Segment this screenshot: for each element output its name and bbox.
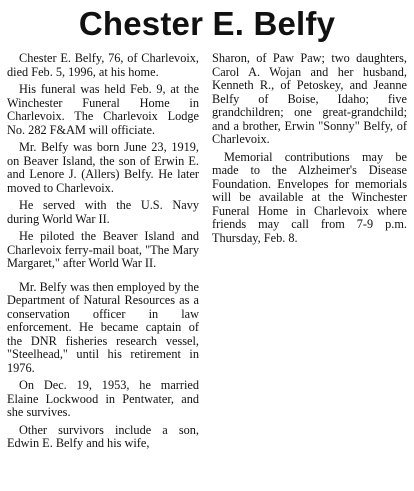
paragraph-survivors-start: Other survivors include a son, Edwin E. Belfy and his wife, (7, 422, 199, 450)
paragraph-survivors-continued: Sharon, of Paw Paw; two daughters, Carol A. Wojan and her husband, Kenneth R., of Petoskey, and Jeanne Belfy of Boise, Idaho; five grandchildren; one great-grandchild; and a brother, Erwin "Sonny" Belfy, of Charlevoix. (212, 51, 407, 146)
paragraph-navy-service: He served with the U.S. Navy during World War II. (7, 198, 199, 226)
paragraph-birth: Mr. Belfy was born June 23, 1919, on Beaver Island, the son of Erwin E. and Lenore J. (Allers) Belfy. He later moved to Charlevoix. (7, 140, 199, 195)
right-column (212, 52, 407, 249)
paragraph-career: Mr. Belfy was then employed by the Department of Natural Resources as a conservation officer in law enforcement. He became captain of the DNR fisheries research vessel, "Steelhead," until his retirement in 1976. (7, 279, 199, 375)
paragraph-memorials: Memorial contributions may be made to the Alzheimer's Disease Foundation. Envelopes for memorials will be available at the Winchester Funeral Home in Charlevoix where friends may call from 7-9 p.m. Thursday, Feb. 8. (212, 149, 407, 245)
paragraph-funeral: His funeral was held Feb. 9, at the Winchester Funeral Home in Charlevoix. The Charlevoix Lodge No. 282 F&AM will officiate. (7, 82, 199, 137)
paragraph-death-notice: Chester E. Belfy, 76, of Charlevoix, died Feb. 5, 1996, at his home. (7, 51, 199, 79)
paragraph-marriage: On Dec. 19, 1953, he married Elaine Lockwood in Pentwater, and she survives. (7, 378, 199, 419)
obituary-headline: Chester E. Belfy (78, 5, 336, 42)
paragraph-ferry-pilot: He piloted the Beaver Island and Charlevoix ferry-mail boat, "The Mary Margaret," after World War II. (7, 229, 199, 270)
left-column (7, 52, 199, 451)
